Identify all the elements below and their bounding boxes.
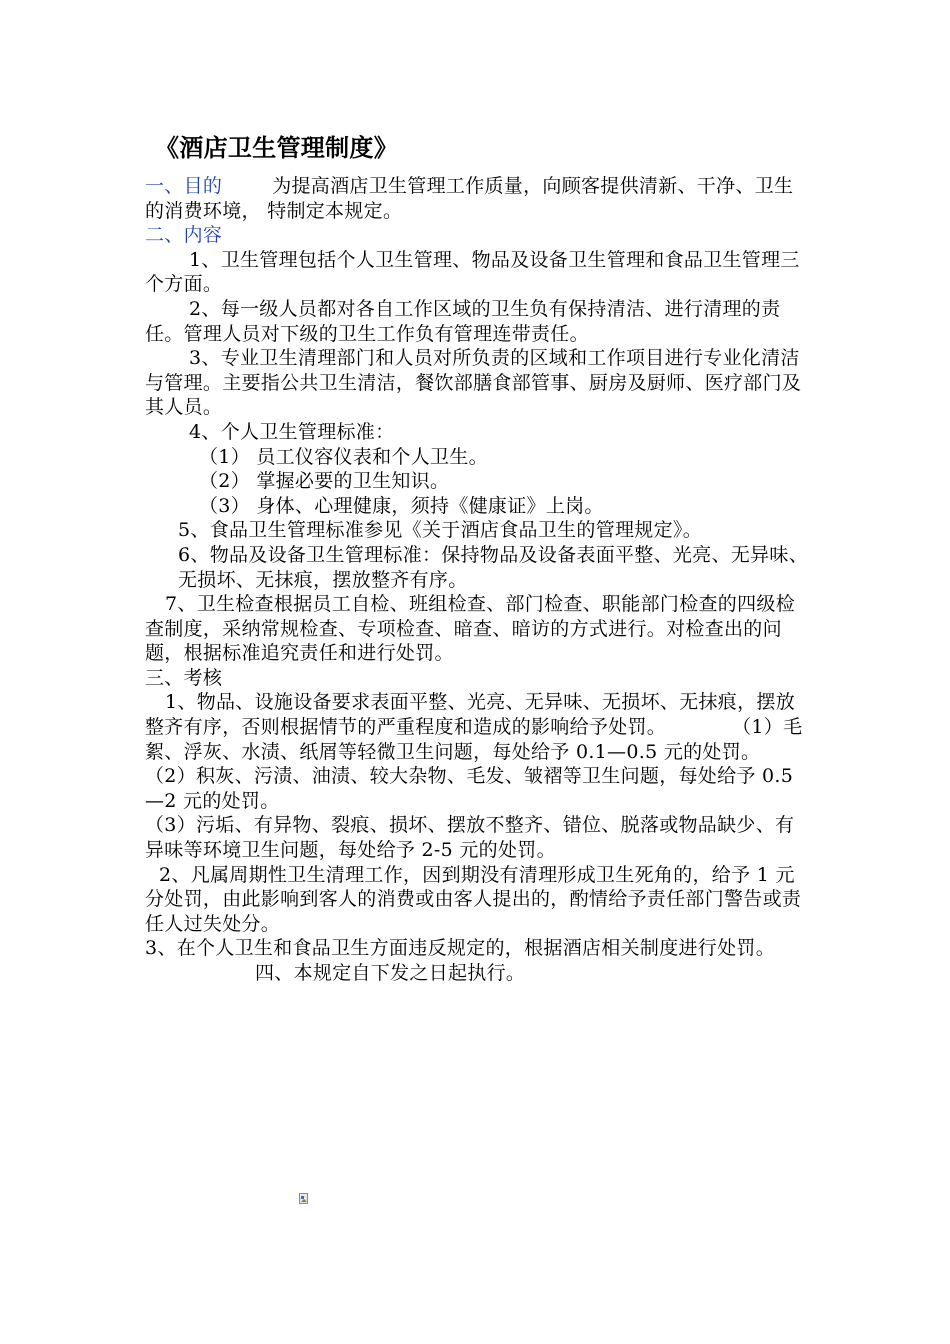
- section-content-heading: 二、内容: [145, 224, 223, 247]
- section-purpose: [145, 174, 810, 223]
- content-item-3: 3、专业卫生清理部门和人员对所负责的区域和工作项目进行专业化清洁与管理。主要指公共卫生清洁，餐饮部膳食部管事、厨房及厨师、医疗部门及其人员。: [145, 347, 802, 419]
- assessment-item-1-1: （1）毛絮、浮灰、水渍、纸屑等轻微卫生问题，每处给予 0.1—0.5 元的处罚。: [145, 716, 803, 763]
- document-title: 《酒店卫生管理制度》: [155, 134, 398, 162]
- content-item-6: 6、物品及设备卫生管理标准：保持物品及设备表面平整、光亮、无异味、无损坏、无抹痕，摆放整齐有序。: [178, 543, 808, 591]
- content-item-2: 2、每一级人员都对各自工作区域的卫生负有保持清洁、进行清理的责任。管理人员对下级的卫生工作负有管理连带责任。: [145, 297, 781, 345]
- document-body: [145, 128, 810, 986]
- assessment-item-3: 3、在个人卫生和食品卫生方面违反规定的，根据酒店相关制度进行处罚。: [145, 937, 775, 960]
- content-item-4-3: （3） 身体、心理健康，须持《健康证》上岗。: [199, 494, 604, 517]
- assessment-item-1-text: 1、物品、设施设备要求表面平整、光亮、无异味、无损坏、无抹痕，摆放整齐有序，否则根据情节的严重程度和造成的影响给予处罚。: [145, 691, 795, 739]
- assessment-item-1-3: （3）污垢、有异物、裂痕、损坏、摆放不整齐、错位、脱落或物品缺少、有异味等环境卫生问题，每处给予 2-5 元的处罚。: [145, 814, 795, 862]
- assessment-item-1-2: （2）积灰、污渍、油渍、较大杂物、毛发、皱褶等卫生问题，每处给予 0.5—2 元的处罚。: [145, 765, 794, 812]
- content-item-4: 4、个人卫生管理标准：: [189, 420, 395, 443]
- assessment-item-2: 2、凡属周期性卫生清理工作，因到期没有清理形成卫生死角的，给予 1 元分处罚，由此影响到客人的消费或由客人提出的，酌情给予责任部门警告或责任人过失处分。: [145, 863, 802, 935]
- content-item-7: 7、卫生检查根据员工自检、班组检查、部门检查、职能部门检查的四级检查制度，采纳常规检查、专项检查、暗查、暗访的方式进行。对检查出的问题，根据标准追究责任和进行处罚。: [145, 593, 795, 665]
- section-purpose-heading: 一、目的: [145, 175, 223, 197]
- content-item-5: 5、食品卫生管理标准参见《关于酒店食品卫生的管理规定》。: [178, 519, 702, 542]
- section-effective: 四、本规定自下发之日起执行。: [255, 962, 526, 984]
- content-item-4-2: （2） 掌握必要的卫生知识。: [199, 470, 450, 493]
- broken-image-icon: [299, 1193, 309, 1205]
- assessment-item-1: [145, 690, 810, 764]
- content-item-1: 1、卫生管理包括个人卫生管理、物品及设备卫生管理和食品卫生管理三个方面。: [145, 248, 800, 296]
- section-purpose-text: 为提高酒店卫生管理工作质量，向顾客提供清新、干净、卫生的消费环境， 特制定本规定。: [145, 175, 794, 222]
- content-item-4-1: （1） 员工仪容仪表和个人卫生。: [199, 445, 488, 468]
- section-assessment-heading: 三、考核: [145, 666, 223, 689]
